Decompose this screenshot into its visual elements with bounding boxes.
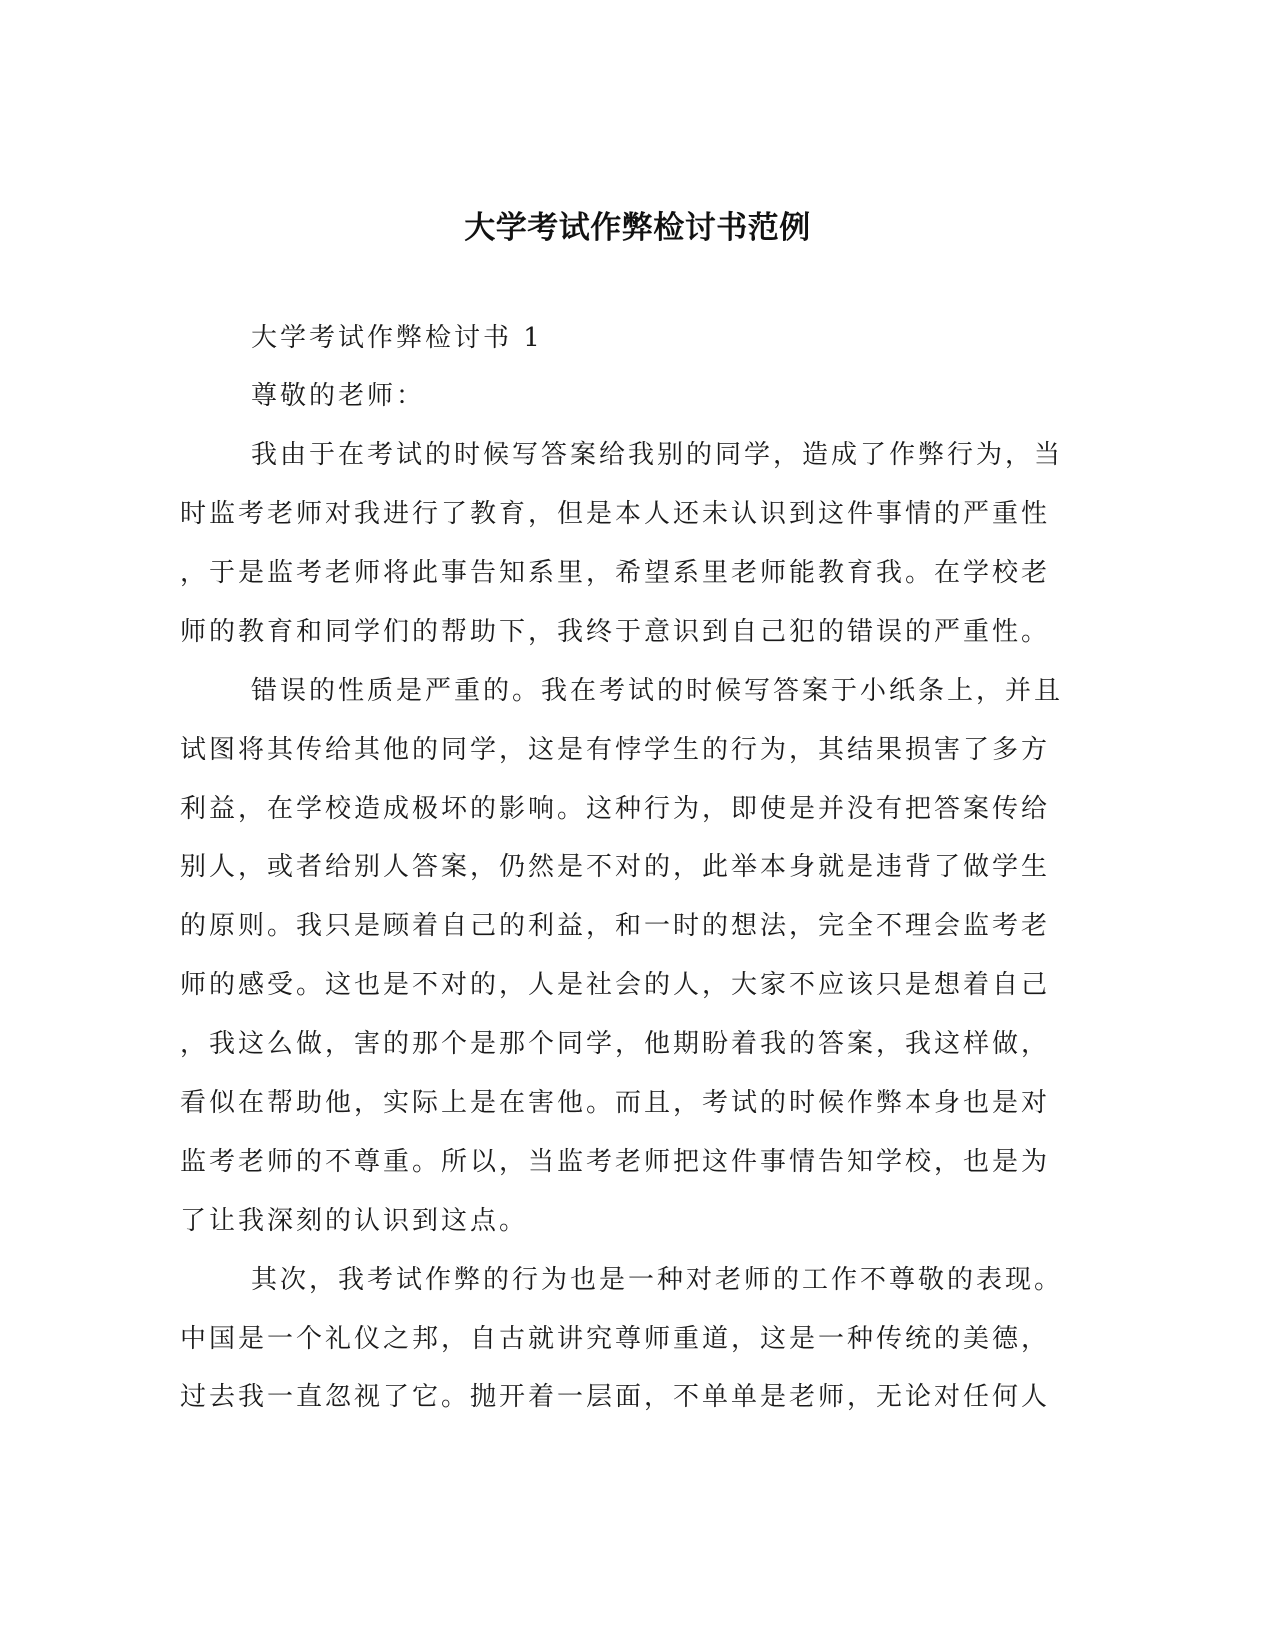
text-line: 了让我深刻的认识到这点。 xyxy=(180,1206,529,1236)
text-line: 师的教育和同学们的帮助下，我终于意识到自己犯的错误的严重性。 xyxy=(180,617,1051,647)
text-line: 的原则。我只是顾着自己的利益，和一时的想法，完全不理会监考老 xyxy=(180,911,1051,941)
text-line: 中国是一个礼仪之邦，自古就讲究尊师重道，这是一种传统的美德， xyxy=(180,1324,1051,1354)
text-line: 时监考老师对我进行了教育，但是本人还未认识到这件事情的严重性 xyxy=(180,499,1051,529)
document-title: 大学考试作弊检讨书范例 xyxy=(464,210,811,246)
text-line: 其次，我考试作弊的行为也是一种对老师的工作不尊敬的表现。 xyxy=(251,1265,1064,1295)
text-line: 监考老师的不尊重。所以，当监考老师把这件事情告知学校，也是为 xyxy=(180,1147,1051,1177)
text-line: ，我这么做，害的那个是那个同学，他期盼着我的答案，我这样做， xyxy=(180,1029,1051,1059)
text-line: 我由于在考试的时候写答案给我别的同学，造成了作弊行为，当 xyxy=(251,440,1064,470)
text-line: 别人，或者给别人答案，仍然是不对的，此举本身就是违背了做学生 xyxy=(180,852,1051,882)
text-line: 错误的性质是严重的。我在考试的时候写答案于小纸条上，并且 xyxy=(251,676,1064,706)
section-heading: 大学考试作弊检讨书 1 xyxy=(251,323,543,353)
salutation: 尊敬的老师： xyxy=(251,381,426,411)
text-line: 利益，在学校造成极坏的影响。这种行为，即使是并没有把答案传给 xyxy=(180,794,1051,824)
text-line: 看似在帮助他，实际上是在害他。而且，考试的时候作弊本身也是对 xyxy=(180,1088,1051,1118)
text-line: 过去我一直忽视了它。抛开着一层面，不单单是老师，无论对任何人 xyxy=(180,1382,1051,1412)
text-line: ，于是监考老师将此事告知系里，希望系里老师能教育我。在学校老 xyxy=(180,558,1051,588)
text-line: 试图将其传给其他的同学，这是有悖学生的行为，其结果损害了多方 xyxy=(180,735,1051,765)
text-line: 师的感受。这也是不对的，人是社会的人，大家不应该只是想着自己 xyxy=(180,970,1051,1000)
